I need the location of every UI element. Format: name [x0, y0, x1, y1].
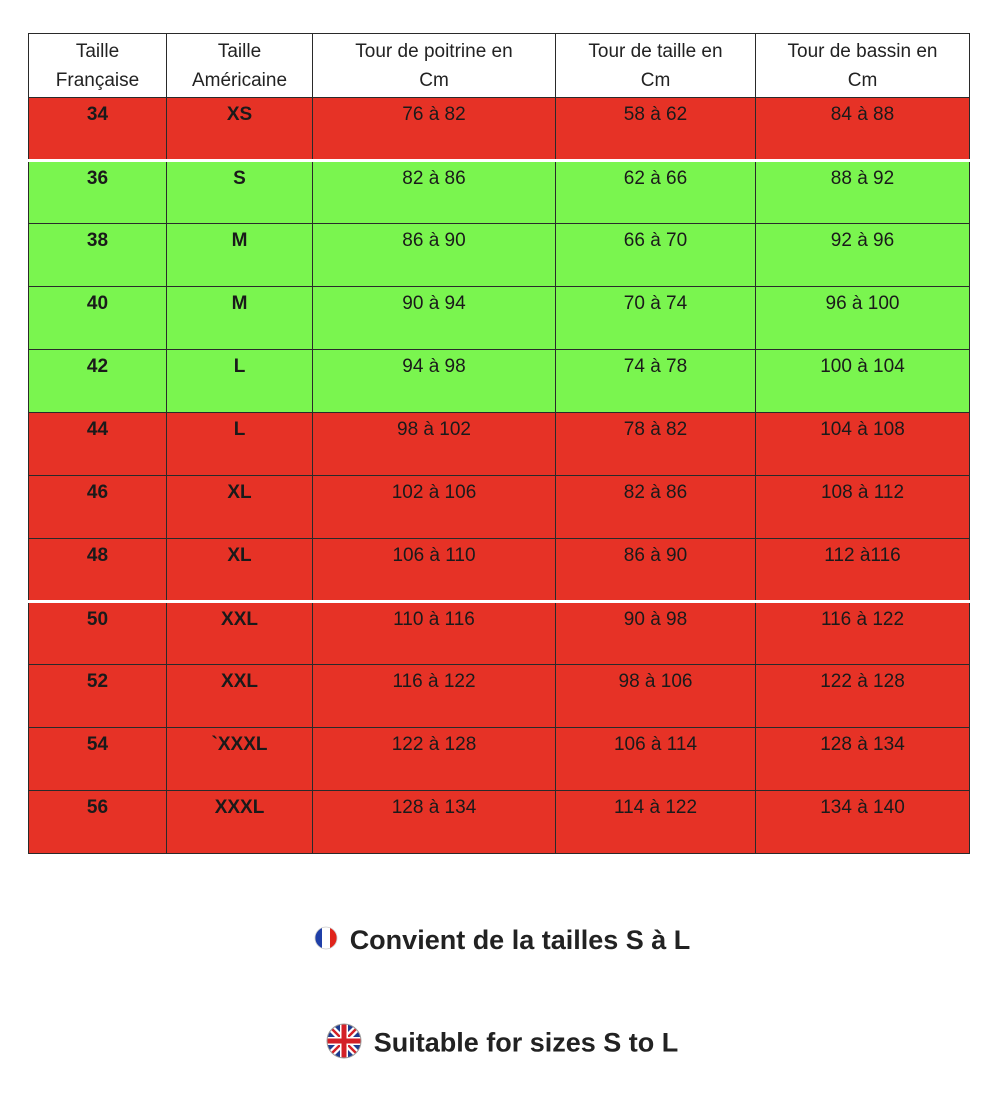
cell-us-size: XXL	[167, 665, 313, 728]
table-row	[29, 413, 970, 476]
cell-fr-size: 48	[29, 539, 167, 602]
cell-fr-size: 34	[29, 98, 167, 161]
note-english	[0, 1023, 1004, 1066]
cell-hips: 96 à 100	[756, 287, 970, 350]
uk-flag-icon	[326, 1023, 362, 1066]
header-taille-americaine: Taille Américaine	[167, 34, 313, 98]
cell-waist: 78 à 82	[556, 413, 756, 476]
cell-hips: 128 à 134	[756, 728, 970, 791]
note-english-text: Suitable for sizes S to L	[373, 1027, 679, 1058]
cell-us-size: S	[167, 161, 313, 224]
header-tour-de-poitrine: Tour de poitrine en Cm	[313, 34, 556, 98]
cell-us-size: XXXL	[167, 791, 313, 854]
table-row	[29, 791, 970, 854]
cell-us-size: `XXXL	[167, 728, 313, 791]
cell-fr-size: 38	[29, 224, 167, 287]
cell-waist: 58 à 62	[556, 98, 756, 161]
cell-waist: 66 à 70	[556, 224, 756, 287]
cell-chest: 110 à 116	[313, 602, 556, 665]
cell-hips: 112 à116	[756, 539, 970, 602]
cell-chest: 102 à 106	[313, 476, 556, 539]
table-row	[29, 539, 970, 602]
cell-fr-size: 54	[29, 728, 167, 791]
cell-hips: 108 à 112	[756, 476, 970, 539]
cell-chest: 94 à 98	[313, 350, 556, 413]
cell-fr-size: 50	[29, 602, 167, 665]
cell-waist: 70 à 74	[556, 287, 756, 350]
table-row	[29, 476, 970, 539]
cell-fr-size: 56	[29, 791, 167, 854]
cell-chest: 86 à 90	[313, 224, 556, 287]
cell-us-size: L	[167, 350, 313, 413]
cell-chest: 122 à 128	[313, 728, 556, 791]
cell-hips: 100 à 104	[756, 350, 970, 413]
header-taille-francaise: Taille Française	[29, 34, 167, 98]
table-row	[29, 602, 970, 665]
cell-waist: 86 à 90	[556, 539, 756, 602]
cell-us-size: M	[167, 224, 313, 287]
cell-waist: 82 à 86	[556, 476, 756, 539]
table-row	[29, 665, 970, 728]
cell-us-size: L	[167, 413, 313, 476]
cell-us-size: XS	[167, 98, 313, 161]
cell-hips: 116 à 122	[756, 602, 970, 665]
table-row	[29, 98, 970, 161]
cell-waist: 98 à 106	[556, 665, 756, 728]
cell-us-size: M	[167, 287, 313, 350]
cell-hips: 134 à 140	[756, 791, 970, 854]
header-tour-de-taille: Tour de taille en Cm	[556, 34, 756, 98]
cell-hips: 122 à 128	[756, 665, 970, 728]
cell-waist: 114 à 122	[556, 791, 756, 854]
cell-chest: 82 à 86	[313, 161, 556, 224]
header-tour-de-bassin: Tour de bassin en Cm	[756, 34, 970, 98]
cell-chest: 90 à 94	[313, 287, 556, 350]
note-french	[0, 925, 1004, 957]
cell-chest: 128 à 134	[313, 791, 556, 854]
cell-hips: 88 à 92	[756, 161, 970, 224]
cell-fr-size: 36	[29, 161, 167, 224]
cell-us-size: XL	[167, 539, 313, 602]
note-french-text: Convient de la tailles S à L	[349, 925, 691, 955]
cell-waist: 106 à 114	[556, 728, 756, 791]
cell-fr-size: 40	[29, 287, 167, 350]
table-row	[29, 287, 970, 350]
table-row	[29, 350, 970, 413]
table-row	[29, 728, 970, 791]
cell-chest: 98 à 102	[313, 413, 556, 476]
table-header-row	[29, 34, 970, 98]
table-row	[29, 224, 970, 287]
table-row	[29, 161, 970, 224]
cell-us-size: XL	[167, 476, 313, 539]
cell-fr-size: 46	[29, 476, 167, 539]
cell-waist: 62 à 66	[556, 161, 756, 224]
cell-chest: 116 à 122	[313, 665, 556, 728]
cell-fr-size: 52	[29, 665, 167, 728]
cell-hips: 84 à 88	[756, 98, 970, 161]
cell-fr-size: 42	[29, 350, 167, 413]
size-chart-table	[28, 33, 970, 854]
cell-hips: 104 à 108	[756, 413, 970, 476]
france-flag-icon	[314, 926, 338, 957]
cell-waist: 90 à 98	[556, 602, 756, 665]
cell-waist: 74 à 78	[556, 350, 756, 413]
cell-fr-size: 44	[29, 413, 167, 476]
cell-chest: 76 à 82	[313, 98, 556, 161]
cell-hips: 92 à 96	[756, 224, 970, 287]
cell-chest: 106 à 110	[313, 539, 556, 602]
cell-us-size: XXL	[167, 602, 313, 665]
